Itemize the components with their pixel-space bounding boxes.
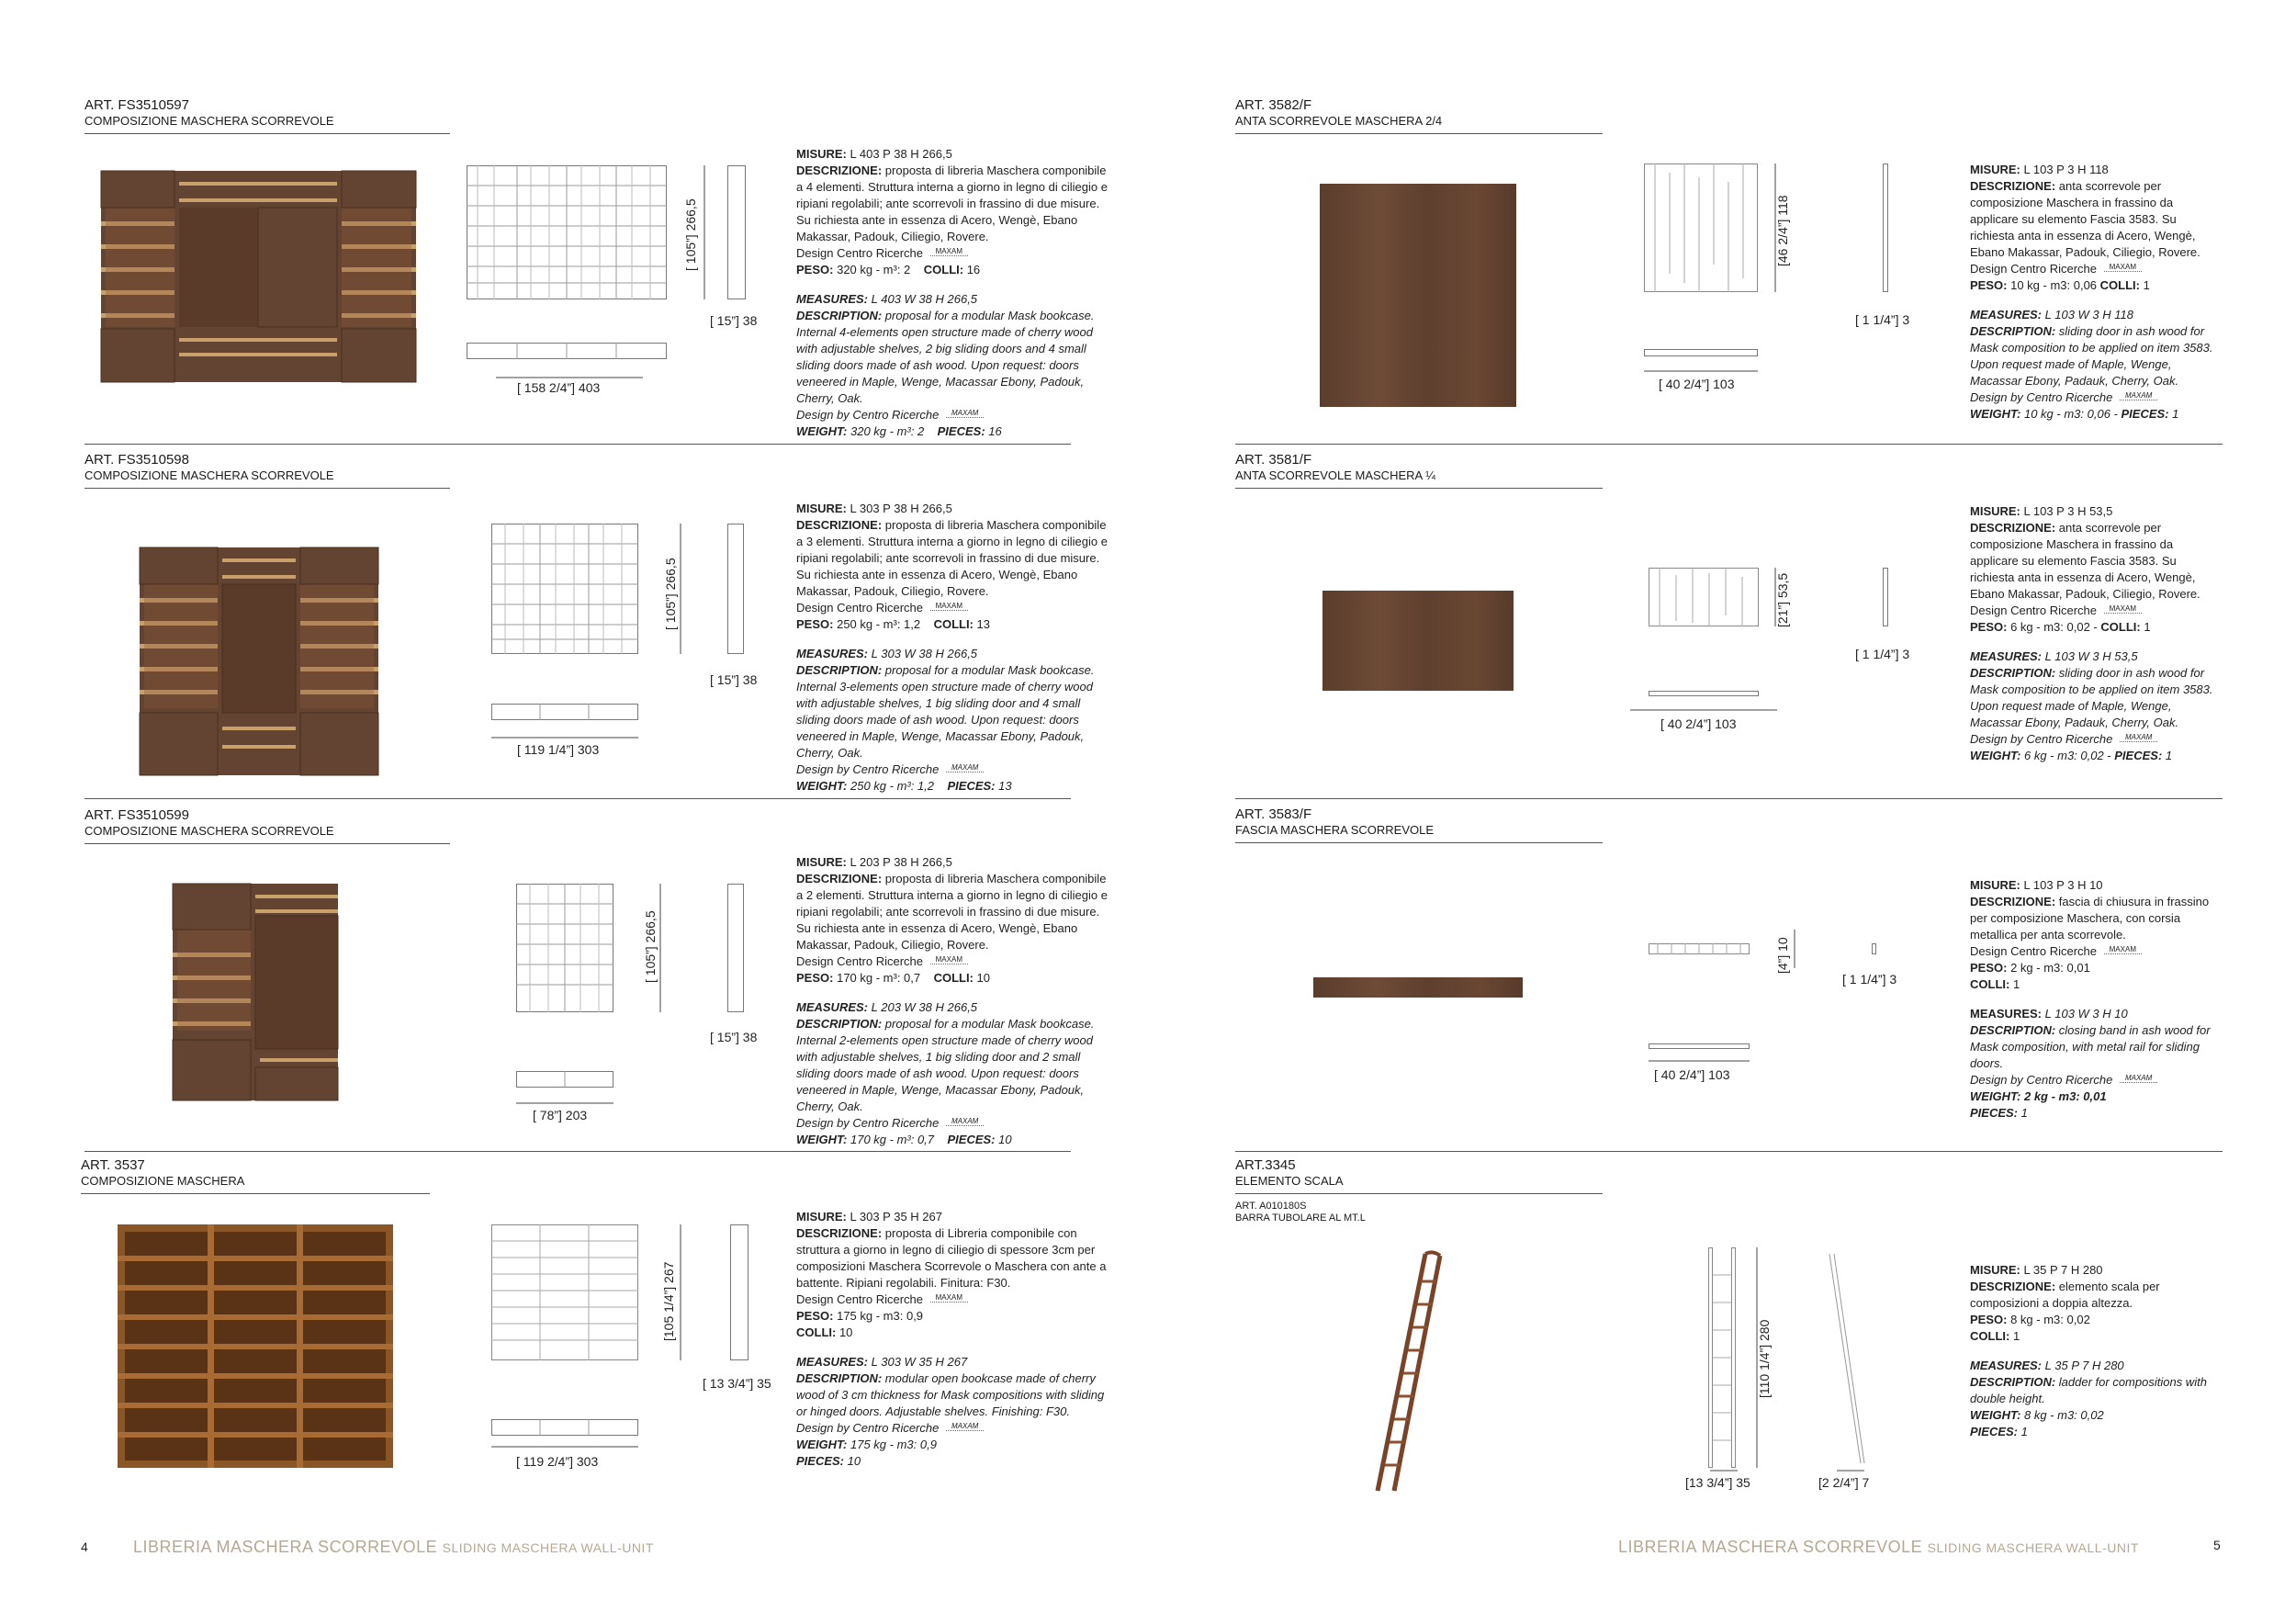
description-label: DESCRIPTION: <box>1970 666 2056 680</box>
dimension-width: [ 119 2/4”] 303 <box>516 1454 599 1469</box>
colli-value: 13 <box>976 617 991 631</box>
pieces-label: PIECES: <box>937 424 985 438</box>
article-name: COMPOSIZIONE MASCHERA SCORREVOLE <box>84 468 334 482</box>
colli-label: COLLI: <box>796 1325 837 1339</box>
colli-value: 10 <box>838 1325 853 1339</box>
footer-title: LIBRERIA MASCHERA SCORREVOLE <box>1618 1538 1923 1556</box>
front-drawing <box>1649 568 1759 626</box>
bookcase-illustration <box>173 884 338 1100</box>
article-name: COMPOSIZIONE MASCHERA SCORREVOLE <box>84 824 334 838</box>
pieces-value: 1 <box>2165 749 2173 762</box>
page-number: 5 <box>2213 1538 2221 1552</box>
dimension-line <box>1710 1470 1738 1473</box>
plan-drawing <box>1649 1043 1750 1049</box>
section-divider <box>1235 798 2223 799</box>
spec-block <box>796 501 1116 795</box>
brand-logo: MAXAM <box>930 1294 968 1303</box>
misure-value: L 103 P 3 H 118 <box>2023 163 2109 176</box>
spec-block <box>796 146 1116 440</box>
spec-block <box>796 1209 1116 1470</box>
front-drawing <box>491 1224 638 1360</box>
sub-article-code: ART. A010180S <box>1235 1201 1307 1212</box>
colli-label: COLLI: <box>2100 620 2141 634</box>
dimension-width: [ 78”] 203 <box>533 1108 588 1122</box>
design-credit: Design Centro Ricerche <box>1970 603 2098 617</box>
description-label: DESCRIPTION: <box>1970 1375 2056 1389</box>
weight-label: WEIGHT: <box>1970 749 2021 762</box>
article-name: COMPOSIZIONE MASCHERA SCORREVOLE <box>84 114 334 128</box>
pieces-value: 1 <box>2172 407 2179 421</box>
front-drawing <box>491 524 638 654</box>
measures-value: L 103 W 3 H 53,5 <box>2044 649 2138 663</box>
peso-value: 8 kg - m3: 0,02 <box>2010 1313 2090 1326</box>
weight-value: 175 kg - m3: 0,9 <box>850 1438 937 1451</box>
plan-drawing <box>467 343 667 359</box>
descrizione-label: DESCRIZIONE: <box>796 872 883 885</box>
pieces-value: 10 <box>847 1454 861 1468</box>
description-value: closing band in ash wood for Mask composition, with metal rail for sliding doors. <box>1970 1023 2211 1070</box>
brand-logo: MAXAM <box>930 603 968 611</box>
weight-value: 8 kg - m3: 0,02 <box>2023 1408 2104 1422</box>
measures-value: L 203 W 38 H 266,5 <box>871 1000 978 1014</box>
measures-value: L 103 W 3 H 10 <box>2044 1007 2128 1021</box>
measures-value: L 303 W 35 H 267 <box>871 1355 968 1369</box>
article-code: ART. FS3510599 <box>84 807 189 823</box>
item-header <box>1235 806 1603 843</box>
weight-label: WEIGHT: <box>1970 1089 2021 1103</box>
design-credit-en: Design by Centro Ricerche <box>1970 1073 2113 1087</box>
weight-label: WEIGHT: <box>1970 1408 2021 1422</box>
pieces-label: PIECES: <box>2121 407 2169 421</box>
misure-value: L 203 P 38 H 266,5 <box>850 855 952 869</box>
article-code: ART. 3537 <box>81 1157 145 1173</box>
product-photo <box>118 1224 393 1468</box>
dimension-line <box>703 165 707 299</box>
description-value: ladder for compositions with double height. <box>1970 1375 2207 1405</box>
weight-label: WEIGHT: <box>796 1438 848 1451</box>
dimension-depth: [13 3/4”] 35 <box>1685 1475 1750 1490</box>
colli-value: 1 <box>2012 977 2020 991</box>
colli-value: 16 <box>966 263 981 276</box>
side-drawing <box>727 165 746 299</box>
divider <box>84 843 450 844</box>
descrizione-value: proposta di libreria Maschera componibile a 4 elementi. Struttura interna a giorno in legno di ciliegio e ripiani regolabili; ante scorrevoli in frassino di due misure. Su richiesta ante in essenza di Acero, Wengè, Ebano Makassar, Padouk, Ciliegio, Rovere. <box>796 164 1108 243</box>
divider <box>84 488 450 489</box>
weight-value: 2 kg - m3: 0,01 <box>2023 1089 2107 1103</box>
design-credit: Design Centro Ricerche <box>796 954 924 968</box>
description-label: DESCRIPTION: <box>796 1017 883 1031</box>
description-value: proposal for a modular Mask bookcase. Internal 2-elements open structure made of cherry wood with adjustable shelves, 1 big sliding door and 2 small sliding doors made of ash wood. Upon request: doors veneered in Maple, Wenge, Macassar Ebony, Padouk, Cherry, Oak. <box>796 1017 1095 1113</box>
design-credit: Design Centro Ricerche <box>1970 262 2098 276</box>
pieces-label: PIECES: <box>947 779 996 793</box>
colli-label: COLLI: <box>2099 278 2140 292</box>
pieces-label: PIECES: <box>1970 1106 2019 1120</box>
bookcase-illustration <box>101 171 416 382</box>
description-value: sliding door in ash wood for Mask composition to be applied on item 3583. Upon request made of Maple, Wenge, Macassar Ebony, Padauk, Cherry, Oak. <box>1970 324 2213 388</box>
article-name: ANTA SCORREVOLE MASCHERA ¼ <box>1235 468 1435 482</box>
dimension-depth: [ 15”] 38 <box>710 672 758 687</box>
dimension-line <box>1630 709 1777 713</box>
colli-label: COLLI: <box>923 263 964 276</box>
brand-logo: MAXAM <box>2104 605 2142 614</box>
peso-value: 250 kg - m³: 1,2 <box>837 617 921 631</box>
weight-label: WEIGHT: <box>796 1133 848 1146</box>
article-code: ART. 3583/F <box>1235 806 1312 822</box>
brand-logo: MAXAM <box>2104 264 2142 272</box>
open-bookcase-illustration <box>118 1224 393 1468</box>
divider <box>1235 842 1603 843</box>
description-value: sliding door in ash wood for Mask composition to be applied on item 3583. Upon request made of Maple, Wenge, Macassar Ebony, Padauk, Cherry, Oak. <box>1970 666 2213 729</box>
dimension-line <box>1644 370 1758 374</box>
pieces-value: 1 <box>2020 1106 2028 1120</box>
spec-block <box>1970 162 2218 423</box>
side-drawing <box>1883 164 1888 292</box>
descrizione-value: proposta di libreria Maschera componibile a 2 elementi. Struttura interna a giorno in legno di ciliegio e ripiani regolabili; ante scorrevoli in frassino di due misure. Su richiesta ante in essenza di Acero, Wengè, Ebano Makassar, Padouk, Ciliegio, Rovere. <box>796 872 1108 952</box>
section-divider <box>1235 1151 2223 1152</box>
weight-value: 6 kg - m3: 0,02 - <box>2023 749 2111 762</box>
section-divider <box>84 444 1071 445</box>
descrizione-value: anta scorrevole per composizione Maschera in frassino da applicare su elemento Fascia 3583. Su richiesta anta in essenza di Acero, Wengè, Ebano Makassar, Padouk, Ciliegio, Rovere. <box>1970 521 2200 601</box>
pieces-value: 16 <box>988 424 1002 438</box>
measures-label: MEASURES: <box>1970 649 2043 663</box>
description-value: proposal for a modular Mask bookcase. Internal 3-elements open structure made of cherry wood with adjustable shelves, 1 big sliding door and 4 small sliding doors made of ash wood. Upon request: doors veneered in Maple, Wenge, Macassar Ebony, Padouk, Cherry, Oak. <box>796 663 1095 760</box>
product-photo <box>101 171 416 382</box>
side-drawing <box>727 884 744 1012</box>
bookcase-illustration <box>140 547 378 775</box>
band-photo <box>1313 977 1523 998</box>
peso-label: PESO: <box>1970 961 2008 975</box>
item-header <box>84 807 450 844</box>
peso-label: PESO: <box>796 971 834 985</box>
misure-label: MISURE: <box>796 147 847 161</box>
misure-label: MISURE: <box>1970 163 2020 176</box>
description-label: DESCRIPTION: <box>796 1371 883 1385</box>
misure-label: MISURE: <box>796 502 847 515</box>
side-drawing <box>1883 568 1888 626</box>
weight-value: 170 kg - m³: 0,7 <box>850 1133 935 1146</box>
pieces-label: PIECES: <box>1970 1425 2019 1438</box>
description-value: proposal for a modular Mask bookcase. Internal 4-elements open structure made of cherry wood with adjustable shelves, 2 big sliding doors and 4 small sliding doors made of ash wood. Upon request: doors veneered in Maple, Wenge, Macassar Ebony, Padouk, Cherry, Oak. <box>796 309 1095 405</box>
article-code: ART. 3582/F <box>1235 97 1312 113</box>
peso-value: 320 kg - m³: 2 <box>837 263 911 276</box>
design-credit-en: Design by Centro Ricerche <box>796 1116 940 1130</box>
front-drawing <box>1649 943 1750 954</box>
ladder-front-drawing <box>1708 1247 1736 1468</box>
dimension-line <box>659 884 663 1012</box>
divider <box>1235 488 1603 489</box>
front-drawing <box>516 884 613 1012</box>
dimension-line <box>1649 1060 1750 1064</box>
design-credit: Design Centro Ricerche <box>796 246 924 260</box>
dimension-line <box>680 524 683 654</box>
dimension-depth: [ 1 1/4”] 3 <box>1842 972 1897 987</box>
front-drawing <box>1644 164 1758 292</box>
dimension-depth: [ 13 3/4”] 35 <box>703 1376 771 1391</box>
descrizione-label: DESCRIZIONE: <box>796 1226 883 1240</box>
colli-value: 10 <box>976 971 991 985</box>
dimension-height: [ 105”] 266,5 <box>683 198 698 271</box>
dimension-width: [2 2/4”] 7 <box>1818 1475 1870 1490</box>
item-header <box>84 452 450 489</box>
spec-block <box>796 854 1116 1148</box>
design-credit: Design Centro Ricerche <box>1970 944 2098 958</box>
dimension-height: [4”] 10 <box>1775 937 1790 974</box>
section-divider <box>1235 444 2223 445</box>
misure-label: MISURE: <box>796 1210 847 1224</box>
item-header <box>84 97 450 134</box>
brand-logo: MAXAM <box>946 1423 984 1431</box>
dimension-line <box>491 737 638 740</box>
article-name: FASCIA MASCHERA SCORREVOLE <box>1235 823 1435 837</box>
design-credit-en: Design by Centro Ricerche <box>796 762 940 776</box>
brand-logo: MAXAM <box>930 956 968 964</box>
pieces-label: PIECES: <box>947 1133 996 1146</box>
peso-label: PESO: <box>1970 620 2008 634</box>
misure-value: L 35 P 7 H 280 <box>2023 1263 2103 1277</box>
article-code: ART. FS3510598 <box>84 452 189 468</box>
brand-logo: MAXAM <box>946 1118 984 1126</box>
item-header <box>1235 452 1603 489</box>
measures-label: MEASURES: <box>796 1355 869 1369</box>
dimension-depth: [ 1 1/4”] 3 <box>1855 647 1910 661</box>
dimension-depth: [ 15”] 38 <box>710 313 758 328</box>
divider <box>84 133 450 134</box>
design-credit: Design Centro Ricerche <box>796 601 924 615</box>
article-name: COMPOSIZIONE MASCHERA <box>81 1174 245 1188</box>
measures-label: MEASURES: <box>796 647 869 660</box>
product-photo <box>140 547 378 775</box>
product-photo <box>173 884 338 1100</box>
descrizione-value: proposta di libreria Maschera componibile a 3 elementi. Struttura interna a giorno in legno di ciliegio e ripiani regolabili; ante scorrevoli in frassino di due misure. Su richiesta ante in essenza di Acero, Wengè, Ebano Makassar, Padouk, Ciliegio, Rovere. <box>796 518 1108 598</box>
design-credit-en: Design by Centro Ricerche <box>1970 732 2113 746</box>
plan-drawing <box>516 1071 613 1088</box>
design-credit-en: Design by Centro Ricerche <box>796 1421 940 1435</box>
dimension-line <box>1837 1470 1864 1473</box>
colli-label: COLLI: <box>933 617 974 631</box>
item-header <box>1235 97 1603 134</box>
pieces-value: 10 <box>998 1133 1012 1146</box>
plan-drawing <box>491 704 638 720</box>
plan-drawing <box>1644 349 1758 356</box>
peso-value: 2 kg - m3: 0,01 <box>2010 961 2090 975</box>
design-credit-en: Design by Centro Ricerche <box>1970 390 2113 404</box>
measures-label: MEASURES: <box>1970 1359 2043 1372</box>
colli-label: COLLI: <box>1970 977 2010 991</box>
dimension-line <box>491 1446 638 1449</box>
divider <box>1235 133 1603 134</box>
descrizione-label: DESCRIZIONE: <box>1970 1280 2056 1293</box>
sub-article-name: BARRA TUBOLARE AL MT.L <box>1235 1212 1366 1224</box>
side-drawing <box>727 524 744 654</box>
misure-value: L 103 P 3 H 10 <box>2023 878 2103 892</box>
brand-logo: MAXAM <box>930 248 968 256</box>
pieces-value: 1 <box>2020 1425 2028 1438</box>
footer-subtitle: SLIDING MASCHERA WALL-UNIT <box>1927 1540 2139 1555</box>
colli-value: 1 <box>2144 620 2151 634</box>
item-header <box>81 1157 430 1194</box>
descrizione-value: anta scorrevole per composizione Maschera in frassino da applicare su elemento Fascia 3583. Su richiesta anta in essenza di Acero, Wengè, Ebano Makassar, Padouk, Ciliegio, Rovere. <box>1970 179 2200 259</box>
article-name: ANTA SCORREVOLE MASCHERA 2/4 <box>1235 114 1443 128</box>
descrizione-value: fascia di chiusura in frassino per composizione Maschera, con corsia metallica per anta scorrevole. <box>1970 895 2210 942</box>
side-drawing <box>1872 943 1876 954</box>
misure-value: L 103 P 3 H 53,5 <box>2023 504 2113 518</box>
side-drawing <box>730 1224 748 1360</box>
dimension-width: [ 40 2/4”] 103 <box>1660 716 1737 731</box>
measures-label: MEASURES: <box>1970 1007 2043 1021</box>
section-divider <box>84 798 1071 799</box>
description-label: DESCRIPTION: <box>796 663 883 677</box>
measures-label: MEASURES: <box>796 1000 869 1014</box>
dimension-depth: [ 1 1/4”] 3 <box>1855 312 1910 327</box>
dimension-depth: [ 15”] 38 <box>710 1030 758 1044</box>
peso-value: 175 kg - m3: 0,9 <box>837 1309 924 1323</box>
door-photo <box>1322 591 1514 691</box>
colli-value: 1 <box>2012 1329 2020 1343</box>
page-footer <box>1618 1538 2139 1557</box>
brand-logo: MAXAM <box>2104 946 2142 954</box>
spec-block <box>1970 877 2218 1122</box>
measures-label: MEASURES: <box>1970 308 2043 321</box>
misure-label: MISURE: <box>1970 1263 2020 1277</box>
descrizione-value: proposta di Libreria componibile con struttura a giorno in legno di ciliegio di spessore 3cm per composizioni Maschera Scorrevole o Maschera con ante a battente. Ripiani regolabili. Finitura: F30. <box>796 1226 1107 1290</box>
pieces-label: PIECES: <box>796 1454 845 1468</box>
spec-block <box>1970 1262 2218 1440</box>
description-label: DESCRIPTION: <box>796 309 883 322</box>
peso-label: PESO: <box>1970 278 2008 292</box>
plan-drawing <box>491 1419 638 1436</box>
colli-label: COLLI: <box>933 971 974 985</box>
dimension-height: [105 1/4”] 267 <box>661 1261 676 1341</box>
weight-label: WEIGHT: <box>1970 407 2021 421</box>
misure-label: MISURE: <box>1970 878 2020 892</box>
weight-value: 10 kg - m3: 0,06 - <box>2023 407 2118 421</box>
peso-label: PESO: <box>796 617 834 631</box>
brand-logo: MAXAM <box>2120 1075 2157 1083</box>
ladder-side-drawing <box>1828 1254 1864 1465</box>
brand-logo: MAXAM <box>2120 734 2157 742</box>
dimension-line <box>680 1224 683 1360</box>
footer-subtitle: SLIDING MASCHERA WALL-UNIT <box>442 1540 654 1555</box>
page-number: 4 <box>81 1539 88 1554</box>
descrizione-label: DESCRIZIONE: <box>1970 179 2056 193</box>
weight-label: WEIGHT: <box>796 779 848 793</box>
article-name: ELEMENTO SCALA <box>1235 1174 1344 1188</box>
article-code: ART. 3581/F <box>1235 452 1312 468</box>
weight-value: 320 kg - m³: 2 <box>850 424 925 438</box>
dimension-line <box>516 1102 613 1106</box>
peso-label: PESO: <box>796 1309 834 1323</box>
dimension-width: [ 40 2/4”] 103 <box>1654 1067 1730 1082</box>
descrizione-value: elemento scala per composizioni a doppia altezza. <box>1970 1280 2160 1310</box>
measures-value: L 103 W 3 H 118 <box>2044 308 2133 321</box>
divider <box>1235 1193 1603 1194</box>
colli-value: 1 <box>2143 278 2150 292</box>
ladder-illustration <box>1368 1254 1442 1493</box>
brand-logo: MAXAM <box>946 410 984 418</box>
peso-value: 6 kg - m3: 0,02 - <box>2010 620 2098 634</box>
dimension-width: [ 119 1/4”] 303 <box>517 742 600 757</box>
peso-label: PESO: <box>796 263 834 276</box>
article-code: ART.3345 <box>1235 1157 1296 1173</box>
measures-value: L 303 W 38 H 266,5 <box>871 647 978 660</box>
descrizione-label: DESCRIZIONE: <box>1970 521 2056 535</box>
misure-label: MISURE: <box>796 855 847 869</box>
peso-value: 170 kg - m³: 0,7 <box>837 971 921 985</box>
footer-title: LIBRERIA MASCHERA SCORREVOLE <box>133 1538 438 1556</box>
divider <box>81 1193 430 1194</box>
brand-logo: MAXAM <box>946 764 984 773</box>
description-value: modular open bookcase made of cherry wood of 3 cm thickness for Mask compositions with sliding or hinged doors. Adjustable shelves. Finishing: F30. <box>796 1371 1105 1418</box>
dimension-height: [ 105”] 266,5 <box>643 910 658 983</box>
description-label: DESCRIPTION: <box>1970 1023 2056 1037</box>
door-photo <box>1320 184 1516 407</box>
design-credit: Design Centro Ricerche <box>796 1292 924 1306</box>
measures-value: L 403 W 38 H 266,5 <box>871 292 978 306</box>
front-drawing <box>467 165 667 299</box>
page-footer <box>133 1538 654 1557</box>
dimension-height: [110 1/4”] 280 <box>1757 1319 1772 1398</box>
descrizione-label: DESCRIZIONE: <box>796 164 883 177</box>
dimension-width: [ 40 2/4”] 103 <box>1659 377 1735 391</box>
design-credit-en: Design by Centro Ricerche <box>796 408 940 422</box>
dimension-width: [ 158 2/4”] 403 <box>517 380 601 395</box>
misure-label: MISURE: <box>1970 504 2020 518</box>
spec-block <box>1970 503 2218 764</box>
colli-label: COLLI: <box>1970 1329 2010 1343</box>
measures-value: L 35 P 7 H 280 <box>2044 1359 2124 1372</box>
descrizione-label: DESCRIZIONE: <box>1970 895 2056 908</box>
peso-value: 10 kg - m3: 0,06 <box>2010 278 2098 292</box>
brand-logo: MAXAM <box>2120 392 2157 400</box>
dimension-height: [21”] 53,5 <box>1775 572 1790 627</box>
plan-drawing <box>1649 691 1759 696</box>
dimension-height: [ 105”] 266,5 <box>663 558 678 630</box>
article-code: ART. FS3510597 <box>84 97 189 113</box>
dimension-height: [46 2/4”] 118 <box>1775 195 1790 266</box>
dimension-line <box>1794 930 1797 968</box>
misure-value: L 403 P 38 H 266,5 <box>850 147 952 161</box>
pieces-label: PIECES: <box>2114 749 2163 762</box>
descrizione-label: DESCRIZIONE: <box>796 518 883 532</box>
peso-label: PESO: <box>1970 1313 2008 1326</box>
measures-label: MEASURES: <box>796 292 869 306</box>
misure-value: L 303 P 35 H 267 <box>850 1210 942 1224</box>
description-label: DESCRIPTION: <box>1970 324 2056 338</box>
item-header <box>1235 1157 1603 1224</box>
section-divider <box>84 1151 1071 1152</box>
misure-value: L 303 P 38 H 266,5 <box>850 502 952 515</box>
weight-label: WEIGHT: <box>796 424 848 438</box>
pieces-value: 13 <box>998 779 1012 793</box>
weight-value: 250 kg - m³: 1,2 <box>850 779 935 793</box>
